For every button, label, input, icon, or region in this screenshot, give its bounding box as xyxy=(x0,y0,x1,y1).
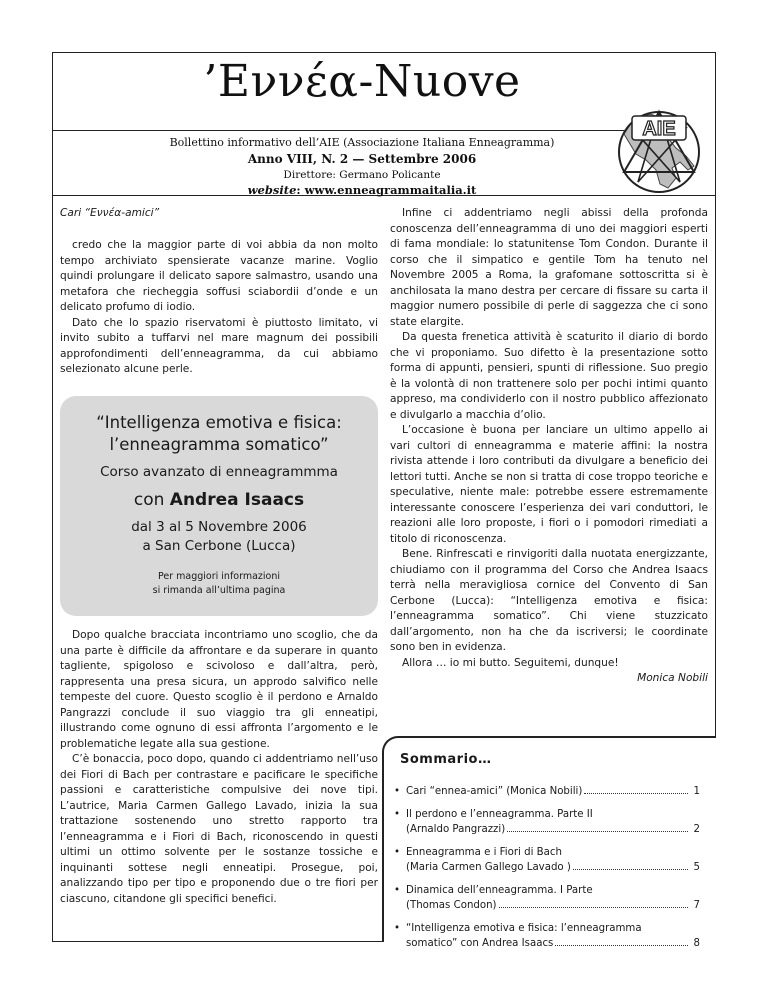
promo-dates: dal 3 al 5 Novembre 2006 a San Cerbone (Lucca) xyxy=(131,519,307,554)
letter-body-left xyxy=(60,628,378,907)
paragraph: Allora … io mi butto. Seguitemi, dunque! xyxy=(402,656,619,669)
toc-page: 2 xyxy=(693,824,700,835)
toc-item[interactable]: • Enneagramma e i Fiori di Bach (Maria Carmen Gallego Lavado ) 5 xyxy=(394,845,700,875)
masthead xyxy=(52,52,716,196)
promo-course: Corso avanzato di enneagrammma xyxy=(100,464,338,480)
paragraph: L’occasione è buona per lanciare un ultimo appello ai vari cultori di enneagramma e materie affini: la nostra rivista attende i loro contributi da divulgare a beneficio dei lettori tutti. Anche se non si tratta di cose troppo teoriche e speculative, niente male: potrebbe essere estremamente interessante conoscere l’esperienza dei vari conduttori, le reazioni alle loro proposte, i fiori o i pomodori rimediati a titolo di riconoscenza. xyxy=(390,424,708,545)
paragraph: Dato che lo spazio riservatomi è piuttosto limitato, vi invito subito a tuffarvi nel mare magnum dei possibili approfondimenti dell’enneagramma, da cui abbiamo selezionato alcune perle. xyxy=(60,316,378,375)
promo-teacher: con Andrea Isaacs xyxy=(133,490,305,510)
signature: Monica Nobili xyxy=(637,672,708,684)
paragraph: Infine ci addentriamo negli abissi della profonda conoscenza dell’enneagramma di uno dei maggiori esperti di fama mondiale: lo statunitense Tom Condon. Durante il corso che il simpatico e gentile Tom ha tenuto nel Novembre 2005 a Roma, la grafomane sottoscritta si è anchilosata la mano destra per cercare di fissare su carta il maggior numero possibile di perle di saggezza che ci sono state elargite. xyxy=(390,207,708,328)
paragraph: Bene. Rinfrescati e rinvigoriti dalla nuotata energizzante, chiudiamo con il programma del Corso che Andrea Isaacs terrà nella meravigliosa cornice del Convento di San Cerbone (Lucca): “Intelligenza emotiva e fisica: l’enneagramma somatico”. Chi viene stuzzicato dall’argomento, non ha che da iscriversi; le coordinate sono ben in evidenza. xyxy=(390,548,708,653)
newsletter-title: ’Εννέα-Nuove xyxy=(203,56,521,107)
website-line[interactable] xyxy=(52,183,672,197)
toc-list xyxy=(394,784,700,959)
greeting: Cari “Εννέα-amici” xyxy=(60,207,160,219)
letter-intro xyxy=(60,238,378,378)
logo-text: AIE xyxy=(642,118,676,140)
website-label: website xyxy=(247,183,297,197)
promo-title: “Intelligenza emotiva e fisica: l’enneagramma somatico” xyxy=(96,413,342,454)
toc-item[interactable]: • Il perdono e l’enneagramma. Parte II (Arnaldo Pangrazzi) 2 xyxy=(394,807,700,837)
director-line: Direttore: Germano Policante xyxy=(283,169,441,181)
course-promo-box xyxy=(60,396,378,616)
toc-page: 7 xyxy=(693,900,700,911)
table-of-contents xyxy=(382,736,716,949)
teacher-name: Andrea Isaacs xyxy=(169,490,305,510)
toc-item[interactable]: • Dinamica dell’enneagramma. I Parte (Thomas Condon) 7 xyxy=(394,883,700,913)
letter-body-right xyxy=(390,206,708,687)
toc-page: 5 xyxy=(693,862,700,873)
paragraph: C’è bonaccia, poco dopo, quando ci addentriamo nell’uso dei Fiori di Bach per contrastare e pacificare le specifiche passioni e caratteristiche compulsive dei nove tipi. L’autrice, Maria Carmen Gallego Lavado, inizia la sua trattazione sostenendo uno stretto rapporto tra l’enneagramma e i Fiori di Bach, riconoscendo in questi ultimi un ottimo solvente per le sostanze tossiche e inquinanti sottese negli enneatipi. Prosegue, poi, analizzando tipo per tipo e proponendo due o tre fiori per ciascuno, citandone gli specifici benefici. xyxy=(60,753,378,905)
toc-page: 8 xyxy=(693,938,700,949)
title-divider xyxy=(52,130,672,131)
website-url[interactable]: : www.enneagrammaitalia.it xyxy=(296,183,477,197)
toc-page: 1 xyxy=(693,786,700,797)
toc-item[interactable]: • Cari “ennea-amici” (Monica Nobili) 1 xyxy=(394,784,700,799)
toc-item[interactable]: • “Intelligenza emotiva e fisica: l’enneagramma somatico” con Andrea Isaacs 8 xyxy=(394,921,700,951)
aie-logo xyxy=(602,104,712,196)
toc-heading: Sommario… xyxy=(400,752,492,767)
paragraph: credo che la maggior parte di voi abbia da non molto tempo archiviato spensierate vacanze marine. Voglio quindi prolungare il delicato sapore salmastro, usando una metafora che riecheggia soffusi sciabordii d’onde e un delicato profumo di iodio. xyxy=(60,239,378,313)
promo-info: Per maggiori informazioni si rimanda all’ultima pagina xyxy=(152,571,286,596)
issue-line: Anno VIII, N. 2 — Settembre 2006 xyxy=(247,152,477,166)
subtitle-line: Bollettino informativo dell’AIE (Associazione Italiana Enneagramma) xyxy=(169,136,555,149)
paragraph: Dopo qualche bracciata incontriamo uno scoglio, che da una parte è difficile da affrontare e da superare in quanto tagliente, spigoloso e scivoloso e dall’altra, però, rappresenta una presa sicura, un approdo salvifico nelle tempeste del cuore. Questo scoglio è il perdono e Arnaldo Pangrazzi conclude il suo viaggio tra gli enneatipi, illustrando come ognuno di essi affronta l’argomento e le problematiche legate alla sua gestione. xyxy=(60,629,378,750)
paragraph: Da questa frenetica attività è scaturito il diario di bordo che vi proponiamo. Suo difetto è la presentazione sotto forma di appunti, pensieri, spunti di riflessione. Suo pregio è la volontà di non trattenere solo per pochi intimi quanto appreso, ma condividerlo con il nostro pubblico affezionato e divulgarlo a macchia d’olio. xyxy=(390,331,708,421)
